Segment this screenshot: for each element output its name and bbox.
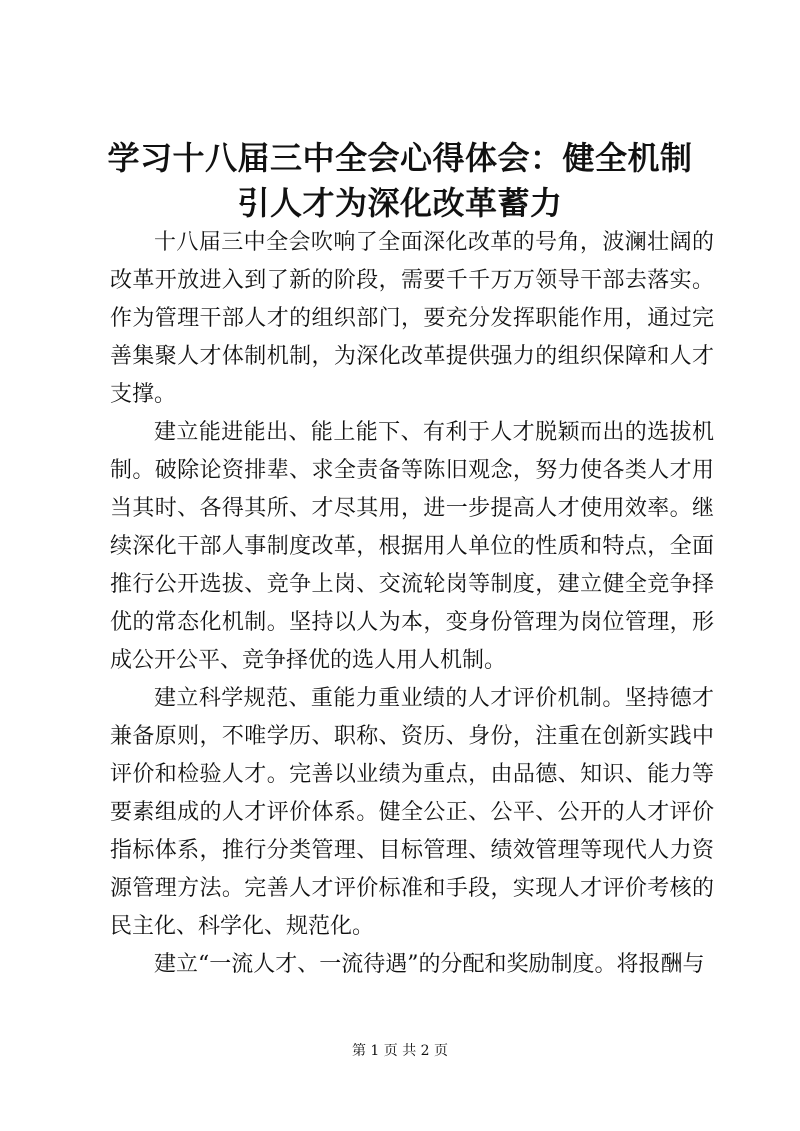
page-footer: 第 1 页 共 2 页 (351, 1043, 449, 1059)
paragraph-selection-mechanism: 建立能进能出、能上能下、有利于人才脱颖而出的选拔机制。破除论资排辈、求全责备等陈旧观念，努力使各类人才用当其时、各得其所、才尽其用，进一步提高人才使用效率。继续深化干部人事制度改革，根据用人单位的性质和特点，全面推行公开选拔、竞争上岗、交流轮岗等制度，建立健全竞争择优的常态化机制。坚持以人为本，变身份管理为岗位管理，形成公开公平、竞争择优的选人用人机制。 (110, 420, 714, 673)
document-body (110, 224, 714, 984)
paragraph-evaluation-mechanism: 建立科学规范、重能力重业绩的人才评价机制。坚持德才兼备原则，不唯学历、职称、资历、身份，注重在创新实践中评价和检验人才。完善以业绩为重点，由品德、知识、能力等要素组成的人才评价体系。健全公正、公平、公开的人才评价指标体系，推行分类管理、目标管理、绩效管理等现代人力资源管理方法。完善人才评价标准和手段，实现人才评价考核的民主化、科学化、规范化。 (110, 686, 714, 939)
paragraph-intro: 十八届三中全会吹响了全面深化改革的号角，波澜壮阔的改革开放进入到了新的阶段，需要千千万万领导干部去落实。作为管理干部人才的组织部门，要充分发挥职能作用，通过完善集聚人才体制机制，为深化改革提供强力的组织保障和人才支撑。 (110, 230, 714, 407)
paragraph-reward-system: 建立“一流人才、一流待遇”的分配和奖励制度。将报酬与 (154, 952, 705, 977)
page-title: 学习十八届三中全会心得体会：健全机制引人才为深化改革蓄力 (107, 139, 693, 222)
